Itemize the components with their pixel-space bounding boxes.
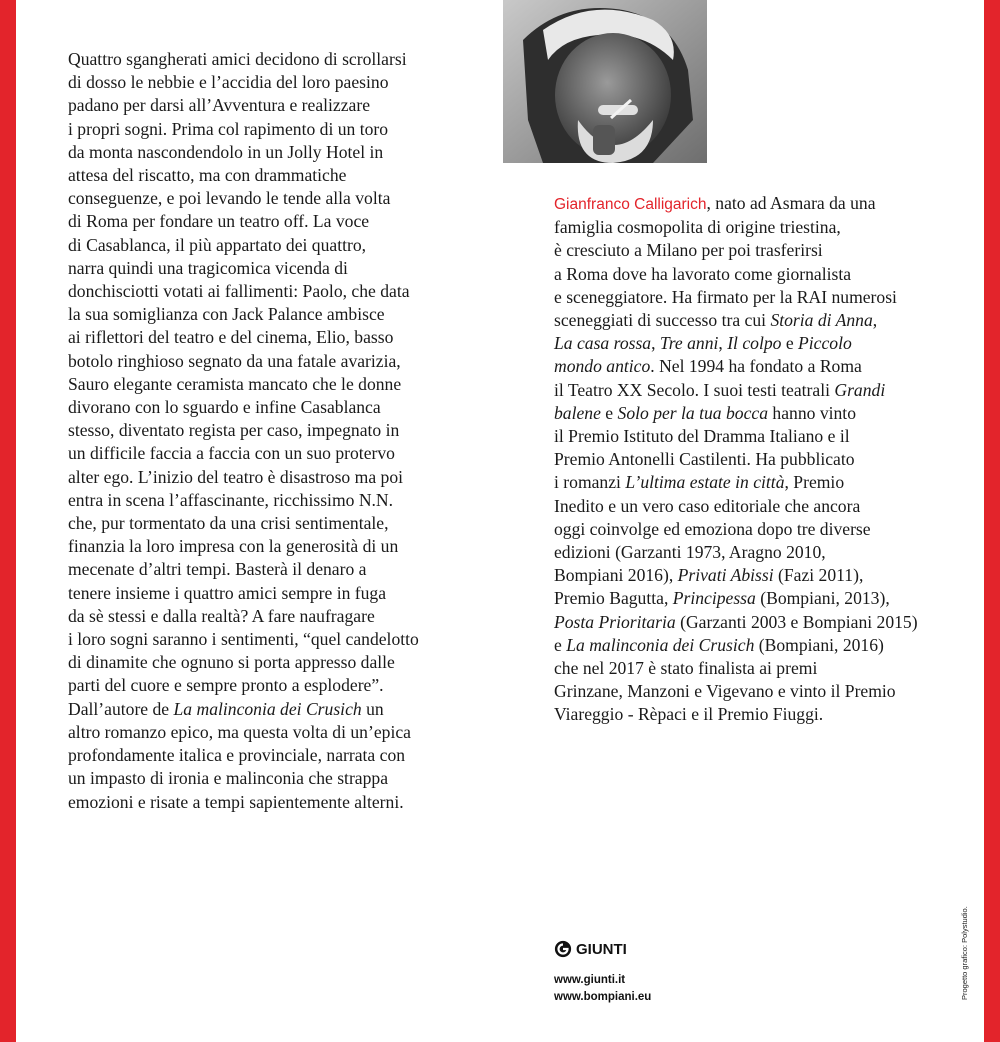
bio-line: e sceneggiatore. Ha firmato per la RAI numerosi — [554, 286, 897, 307]
bio-line: Grinzane, Manzoni e Vigevano e vinto il Premio — [554, 681, 896, 702]
work-title: Principessa — [672, 588, 756, 609]
bio-line: il Premio Istituto del Dramma Italiano e il — [554, 426, 850, 447]
synopsis-text-fragment: un — [361, 698, 384, 719]
work-title: Privati Abissi — [677, 565, 774, 586]
bio-text-fragment: , nato ad Asmara da una — [706, 193, 876, 213]
bio-line: edizioni (Garzanti 1973, Aragno 2010, — [554, 542, 826, 563]
synopsis-line: profondamente italica e provinciale, narrata con — [68, 745, 406, 766]
bio-line — [554, 379, 944, 402]
publisher-name: GIUNTI — [576, 940, 627, 958]
work-title: Piccolo — [798, 333, 852, 354]
bio-line: è cresciuto a Milano per poi trasferirsi — [554, 240, 823, 261]
bio-text-fragment: Premio Bagutta, — [554, 588, 673, 609]
synopsis-line: attesa del riscatto, ma con drammatiche — [68, 165, 347, 186]
synopsis-line: altro romanzo epico, ma questa volta di un’epica — [68, 721, 411, 742]
synopsis-line: di Casablanca, il più appartato dei quattro, — [68, 234, 367, 255]
bio-text-fragment: , Premio — [784, 472, 845, 493]
bio-line — [554, 611, 944, 634]
synopsis-line: narra quindi una tragicomica vicenda di — [68, 257, 348, 278]
synopsis-line: padano per darsi all’Avventura e realizzare — [68, 95, 371, 116]
publisher-logo — [554, 940, 627, 958]
bio-text-fragment: (Bompiani, 2016) — [754, 634, 884, 655]
work-title: Grandi — [834, 379, 886, 400]
bio-line — [554, 564, 944, 587]
bio-line — [554, 402, 944, 425]
bio-line — [554, 192, 944, 216]
bio-text-fragment: . Nel 1994 ha fondato a Roma — [650, 356, 862, 377]
synopsis-line: i loro sogni saranno i sentimenti, “quel candelotto — [68, 629, 419, 650]
synopsis-line: finanzia la loro impresa con la generosità di un — [68, 536, 399, 557]
synopsis-line: che, pur tormentato da una crisi sentimentale, — [68, 513, 389, 534]
synopsis-line: da monta nascondendolo in un Jolly Hotel in — [68, 141, 384, 162]
synopsis-line: di dosso le nebbie e l’accidia del loro paesino — [68, 72, 389, 93]
author-photo-illustration — [503, 0, 707, 163]
bio-line: Viareggio - Rèpaci e il Premio Fiuggi. — [554, 704, 824, 725]
synopsis-line: un impasto di ironia e malinconia che strappa — [68, 768, 389, 789]
synopsis-paragraph — [68, 48, 468, 814]
publisher-websites — [554, 972, 651, 1006]
design-credit: Progetto grafico: Polystudio. — [960, 906, 969, 1000]
bio-line: Inedito e un vero caso editoriale che ancora — [554, 495, 861, 516]
bio-text-fragment: e — [554, 634, 567, 655]
bio-line — [554, 587, 944, 610]
website-link[interactable]: www.bompiani.eu — [554, 991, 652, 1003]
work-title: L’ultima estate in città — [625, 472, 785, 493]
bio-line: a Roma dove ha lavorato come giornalista — [554, 263, 852, 284]
bio-text-fragment: (Fazi 2011), — [773, 565, 864, 586]
work-title: La malinconia dei Crusich — [566, 634, 755, 655]
work-title: Posta Prioritaria — [554, 611, 676, 632]
bio-text-fragment: , — [872, 310, 878, 331]
bio-text-fragment: il Teatro XX Secolo. I suoi testi teatrali — [554, 379, 835, 400]
bio-text-fragment: sceneggiati di successo tra cui — [554, 310, 771, 331]
work-title: Tre anni — [659, 333, 719, 354]
synopsis-line: mecenate d’altri tempi. Basterà il denaro a — [68, 559, 367, 580]
synopsis-line: la sua somiglianza con Jack Palance ambisce — [68, 304, 385, 325]
bio-line: Premio Antonelli Castilenti. Ha pubblicato — [554, 449, 855, 470]
work-title: Solo per la tua bocca — [617, 402, 769, 423]
synopsis-text — [68, 48, 468, 814]
work-title: balene — [554, 402, 601, 423]
bio-line — [554, 309, 944, 332]
book-title: La malinconia dei Crusich — [173, 698, 362, 719]
website-link[interactable]: www.giunti.it — [554, 974, 626, 986]
synopsis-line: divorano con lo sguardo e infine Casablanca — [68, 397, 381, 418]
synopsis-line: donchisciotti votati ai fallimenti: Paolo, che data — [68, 281, 410, 302]
bio-text-fragment: i romanzi — [554, 472, 626, 493]
author-bio — [554, 192, 944, 727]
bio-line — [554, 332, 944, 355]
bio-text-fragment: , — [651, 333, 660, 354]
bio-line — [554, 471, 944, 494]
author-name: Gianfranco Calligarich — [554, 196, 707, 213]
synopsis-line: tenere insieme i quattro amici sempre in fuga — [68, 582, 387, 603]
work-title: La casa rossa — [554, 333, 652, 354]
synopsis-line: Quattro sgangherati amici decidono di scrollarsi — [68, 49, 407, 69]
bio-paragraph — [554, 192, 944, 727]
bio-line: oggi coinvolge ed emoziona dopo tre diverse — [554, 518, 871, 539]
bio-line: che nel 2017 è stato finalista ai premi — [554, 658, 818, 679]
synopsis-line: Sauro elegante ceramista mancato che le donne — [68, 373, 402, 394]
bio-text-fragment: (Bompiani, 2013), — [755, 588, 890, 609]
bio-text-fragment: hanno vinto — [768, 402, 856, 423]
synopsis-line: emozioni e risate a tempi sapientemente alterni. — [68, 791, 404, 812]
bio-text-fragment: e — [600, 402, 618, 423]
synopsis-line — [68, 698, 468, 721]
synopsis-line: parti del cuore e sempre pronto a esplodere”. — [68, 675, 384, 696]
synopsis-line: i propri sogni. Prima col rapimento di un toro — [68, 118, 389, 139]
work-title: mondo antico — [554, 356, 651, 377]
work-title: Il colpo — [727, 333, 782, 354]
bio-text-fragment: Bompiani 2016), — [554, 565, 678, 586]
bio-text-fragment: (Garzanti 2003 e Bompiani 2015) — [675, 611, 918, 632]
synopsis-line: di dinamite che ognuno si porta appresso dalle — [68, 652, 395, 673]
synopsis-line: di Roma per fondare un teatro off. La voce — [68, 211, 370, 232]
synopsis-line: un difficile faccia a faccia con un suo protervo — [68, 443, 395, 464]
bio-line — [554, 355, 944, 378]
right-red-border — [984, 0, 1000, 1042]
synopsis-line: da sè stessi e dalla realtà? A fare naufragare — [68, 605, 375, 626]
bio-text-fragment: e — [781, 333, 799, 354]
author-photo — [503, 0, 707, 163]
giunti-g-icon — [554, 940, 572, 958]
bio-text-fragment: , — [718, 333, 728, 354]
synopsis-text-fragment: Dall’autore de — [68, 698, 174, 719]
synopsis-line: botolo ringhioso segnato da una fatale avarizia, — [68, 350, 401, 371]
work-title: Storia di Anna — [770, 310, 873, 331]
synopsis-line: entra in scena l’affascinante, ricchissimo N.N. — [68, 489, 394, 510]
synopsis-line: ai riflettori del teatro e del cinema, Elio, basso — [68, 327, 394, 348]
bio-line: famiglia cosmopolita di origine triestina, — [554, 217, 841, 238]
bio-line — [554, 634, 944, 657]
synopsis-line: alter ego. L’inizio del teatro è disastroso ma poi — [68, 466, 404, 487]
left-red-border — [0, 0, 16, 1042]
synopsis-line: stesso, diventato regista per caso, impegnato in — [68, 420, 400, 441]
synopsis-line: conseguenze, e poi levando le tende alla volta — [68, 188, 391, 209]
